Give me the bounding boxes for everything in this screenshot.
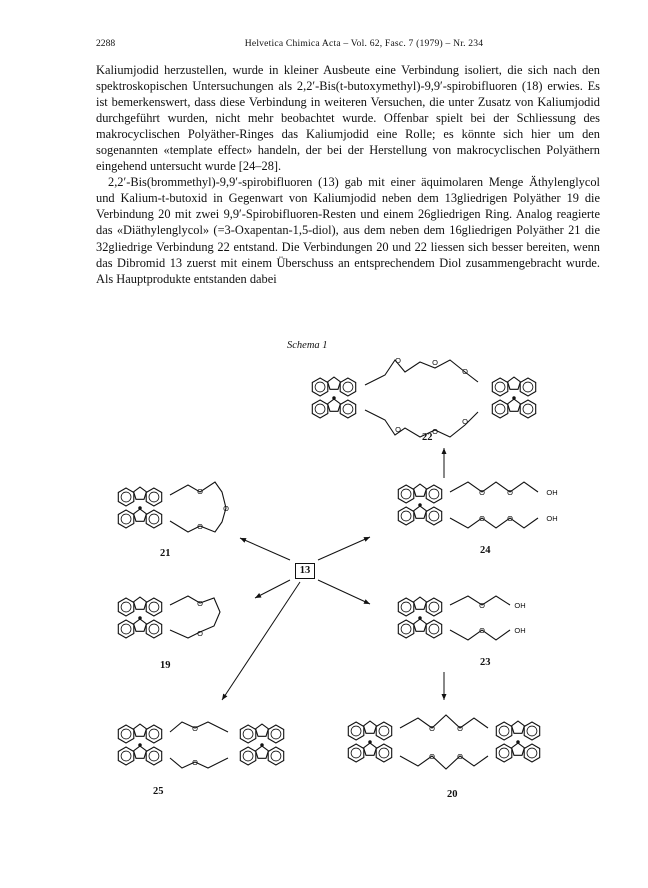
arrow-23-to-20-head bbox=[442, 694, 447, 700]
chain-20-top bbox=[400, 715, 488, 728]
spiro-20a-upper-ring-c bbox=[364, 721, 377, 733]
aromatic-circle bbox=[495, 382, 505, 392]
aromatic-circle bbox=[523, 404, 533, 414]
oxygen-22-1: O bbox=[395, 356, 401, 365]
spiro-19-lower-ring-c bbox=[134, 619, 147, 631]
spiro-21-upper-ring-c bbox=[134, 487, 147, 499]
spiro-23-lower-ring-b bbox=[426, 620, 442, 638]
oxygen-22-5: O bbox=[432, 427, 438, 436]
arrow-to-24 bbox=[318, 537, 370, 560]
aromatic-circle bbox=[401, 489, 411, 499]
aromatic-circle bbox=[401, 511, 411, 521]
oxygen-22-2: O bbox=[432, 358, 438, 367]
compound-label-21: 21 bbox=[160, 548, 171, 559]
oxygen-20-2: O bbox=[457, 724, 463, 733]
spiro-20a-spiro-center bbox=[369, 741, 371, 743]
spiro-23-spiro-center bbox=[419, 617, 421, 619]
oxygen-20-4: O bbox=[457, 752, 463, 761]
spiro-22a-upper-ring-a bbox=[312, 378, 328, 396]
oxygen-25-2: O bbox=[192, 758, 198, 767]
spiro-22a-spiro-center bbox=[333, 397, 335, 399]
spiro-21-upper-ring-a bbox=[118, 488, 134, 506]
arrow-to-25-head bbox=[222, 694, 227, 700]
oxygen-22-6: O bbox=[462, 417, 468, 426]
spiro-20b-upper-ring-c bbox=[512, 721, 525, 733]
oxygen-23-1: O bbox=[479, 601, 485, 610]
aromatic-circle bbox=[379, 748, 389, 758]
scheme-title: Schema 1 bbox=[287, 340, 328, 351]
aromatic-circle bbox=[121, 729, 131, 739]
spiro-24-upper-ring-c bbox=[414, 484, 427, 496]
spiro-20a-lower-ring-c bbox=[364, 743, 377, 755]
aromatic-circle bbox=[121, 751, 131, 761]
aromatic-circle bbox=[315, 382, 325, 392]
aromatic-circle bbox=[149, 492, 159, 502]
spiro-25a-upper-ring-a bbox=[118, 725, 134, 743]
spiro-22b-upper-ring-b bbox=[520, 378, 536, 396]
aromatic-circle bbox=[149, 624, 159, 634]
oxygen-19-2: O bbox=[197, 629, 203, 638]
spiro-23-upper-ring-b bbox=[426, 598, 442, 616]
compound-label-24: 24 bbox=[480, 545, 491, 556]
oxygen-23-2: O bbox=[479, 626, 485, 635]
spiro-22a-lower-ring-b bbox=[340, 400, 356, 418]
aromatic-circle bbox=[121, 624, 131, 634]
spiro-20a-lower-ring-b bbox=[376, 744, 392, 762]
aromatic-circle bbox=[523, 382, 533, 392]
oxygen-22-3: O bbox=[462, 367, 468, 376]
spiro-22a-upper-ring-c bbox=[328, 377, 341, 389]
spiro-19-upper-ring-c bbox=[134, 597, 147, 609]
spiro-22b-spiro-center bbox=[513, 397, 515, 399]
spiro-24-upper-ring-a bbox=[398, 485, 414, 503]
spiro-21-lower-ring-c bbox=[134, 509, 147, 521]
aromatic-circle bbox=[343, 404, 353, 414]
hydroxyl-23-2: OH bbox=[514, 626, 526, 635]
spiro-22a-lower-ring-c bbox=[328, 399, 341, 411]
aromatic-circle bbox=[149, 602, 159, 612]
aromatic-circle bbox=[271, 729, 281, 739]
aromatic-circle bbox=[429, 489, 439, 499]
spiro-25b-spiro-center bbox=[261, 744, 263, 746]
spiro-24-lower-ring-c bbox=[414, 506, 427, 518]
aromatic-circle bbox=[351, 726, 361, 736]
hydroxyl-24-1: OH bbox=[546, 488, 558, 497]
aromatic-circle bbox=[379, 726, 389, 736]
aromatic-circle bbox=[121, 492, 131, 502]
aromatic-circle bbox=[121, 602, 131, 612]
oxygen-24-1: O bbox=[479, 488, 485, 497]
spiro-20b-upper-ring-a bbox=[496, 722, 512, 740]
aromatic-circle bbox=[351, 748, 361, 758]
spiro-25b-upper-ring-b bbox=[268, 725, 284, 743]
spiro-22a-upper-ring-b bbox=[340, 378, 356, 396]
spiro-25a-upper-ring-b bbox=[146, 725, 162, 743]
aromatic-circle bbox=[149, 751, 159, 761]
aromatic-circle bbox=[149, 514, 159, 524]
aromatic-circle bbox=[499, 726, 509, 736]
spiro-25a-lower-ring-a bbox=[118, 747, 134, 765]
spiro-25b-lower-ring-b bbox=[268, 747, 284, 765]
oxygen-25-1: O bbox=[192, 724, 198, 733]
spiro-24-lower-ring-b bbox=[426, 507, 442, 525]
spiro-19-upper-ring-b bbox=[146, 598, 162, 616]
aromatic-circle bbox=[499, 748, 509, 758]
spiro-20b-spiro-center bbox=[517, 741, 519, 743]
spiro-21-lower-ring-b bbox=[146, 510, 162, 528]
chain-25-bottom bbox=[170, 758, 228, 768]
running-title: Helvetica Chimica Acta – Vol. 62, Fasc. 7 (1979) – Nr. 234 bbox=[244, 38, 484, 49]
spiro-21-lower-ring-a bbox=[118, 510, 134, 528]
compound-label-19: 19 bbox=[160, 660, 171, 671]
aromatic-circle bbox=[343, 382, 353, 392]
arrow-24-to-22-head bbox=[442, 448, 447, 454]
arrow-to-23 bbox=[318, 580, 370, 604]
spiro-24-lower-ring-a bbox=[398, 507, 414, 525]
page-number: 2288 bbox=[96, 38, 116, 49]
spiro-23-upper-ring-c bbox=[414, 597, 427, 609]
chain-19 bbox=[170, 596, 220, 638]
oxygen-21-1: O bbox=[197, 487, 203, 496]
aromatic-circle bbox=[149, 729, 159, 739]
spiro-23-lower-ring-c bbox=[414, 619, 427, 631]
aromatic-circle bbox=[243, 729, 253, 739]
spiro-22b-lower-ring-a bbox=[492, 400, 508, 418]
spiro-25b-upper-ring-c bbox=[256, 724, 269, 736]
aromatic-circle bbox=[121, 514, 131, 524]
spiro-22b-lower-ring-c bbox=[508, 399, 521, 411]
compound-label-22: 22 bbox=[422, 432, 433, 443]
spiro-25b-lower-ring-a bbox=[240, 747, 256, 765]
aromatic-circle bbox=[527, 748, 537, 758]
paragraph-1: Kaliumjodid herzustellen, wurde in kleiner Ausbeute eine Verbindung isoliert, die sich nach den spektroskopischen Untersuchungen als 2,2′-Bis(t-butoxymethyl)-9,9′-spirobifluoren (18) erwies. Es ist bemerkenswert, dass diese Verbindung in weiteren Versuchen, die unter Zusatz von Kaliumjodid durchgeführt wurden, nicht mehr beobachtet wurde. Offenbar spielt bei der Schliessung des makrocyclischen Polyäther-Ringes das Kaliumjodid eine Rolle; es könnte sich hier um den sogenannten «template effect» handeln, der bei der Herstellung von makrocyclischen Polyäthern eingehend untersucht wurde [24–28]. bbox=[96, 63, 600, 174]
spiro-20a-upper-ring-b bbox=[376, 722, 392, 740]
aromatic-circle bbox=[271, 751, 281, 761]
oxygen-24-4: O bbox=[507, 514, 513, 523]
chain-20-bottom bbox=[400, 756, 488, 769]
spiro-21-spiro-center bbox=[139, 507, 141, 509]
paragraph-2: 2,2′-Bis(brommethyl)-9,9′-spirobifluoren (13) gab mit einer äquimolaren Menge Äthylenglycol und Kalium-t-butoxid in Gegenwart von Kaliumjodid neben dem 13gliedrigen Polyäther 19 die Verbindung 20 mit zwei 9,9′-Spirobifluoren-Resten und einem 26gliedrigen Ring. Analog reagierte das «Diäthylenglycol» (=3-Oxapentan-1,5-diol), aus dem neben dem 16gliedrigen Polyäther 21 die 32gliedrige Verbindung 22 entstand. Die Verbindungen 20 und 22 liessen sich besser bereiten, wenn das Dibromid 13 zuerst mit einem Überschuss an entsprechendem Diol zusammengebracht wurde. Als Hauptprodukte entstanden dabei bbox=[96, 175, 600, 286]
compound-label-20: 20 bbox=[447, 789, 458, 800]
spiro-19-lower-ring-b bbox=[146, 620, 162, 638]
compound-label-25: 25 bbox=[153, 786, 164, 797]
oxygen-20-3: O bbox=[429, 752, 435, 761]
oxygen-21-3: O bbox=[197, 522, 203, 531]
spiro-20b-lower-ring-b bbox=[524, 744, 540, 762]
oxygen-24-2: O bbox=[507, 488, 513, 497]
spiro-25a-lower-ring-b bbox=[146, 747, 162, 765]
chain-25-top bbox=[170, 722, 228, 732]
spiro-25b-upper-ring-a bbox=[240, 725, 256, 743]
spiro-19-spiro-center bbox=[139, 617, 141, 619]
spiro-22b-upper-ring-c bbox=[508, 377, 521, 389]
aromatic-circle bbox=[243, 751, 253, 761]
spiro-20b-lower-ring-a bbox=[496, 744, 512, 762]
aromatic-circle bbox=[429, 624, 439, 634]
aromatic-circle bbox=[401, 602, 411, 612]
aromatic-circle bbox=[495, 404, 505, 414]
spiro-25a-upper-ring-c bbox=[134, 724, 147, 736]
oxygen-20-1: O bbox=[429, 724, 435, 733]
oxygen-19-1: O bbox=[197, 599, 203, 608]
aromatic-circle bbox=[429, 602, 439, 612]
chain-24-top bbox=[450, 482, 538, 492]
oxygen-21-2: O bbox=[223, 504, 229, 513]
spiro-20b-upper-ring-b bbox=[524, 722, 540, 740]
spiro-20b-lower-ring-c bbox=[512, 743, 525, 755]
aromatic-circle bbox=[527, 726, 537, 736]
spiro-20a-upper-ring-a bbox=[348, 722, 364, 740]
spiro-20a-lower-ring-a bbox=[348, 744, 364, 762]
spiro-19-upper-ring-a bbox=[118, 598, 134, 616]
compound-13-box: 13 bbox=[295, 563, 315, 579]
chain-22-top bbox=[365, 360, 478, 385]
oxygen-24-3: O bbox=[479, 514, 485, 523]
spiro-23-upper-ring-a bbox=[398, 598, 414, 616]
spiro-25a-lower-ring-c bbox=[134, 746, 147, 758]
aromatic-circle bbox=[401, 624, 411, 634]
arrow-to-25 bbox=[222, 582, 300, 700]
hydroxyl-23-1: OH bbox=[514, 601, 526, 610]
spiro-23-lower-ring-a bbox=[398, 620, 414, 638]
spiro-22b-lower-ring-b bbox=[520, 400, 536, 418]
spiro-21-upper-ring-b bbox=[146, 488, 162, 506]
aromatic-circle bbox=[429, 511, 439, 521]
spiro-24-spiro-center bbox=[419, 504, 421, 506]
arrow-to-21 bbox=[240, 538, 290, 560]
spiro-25a-spiro-center bbox=[139, 744, 141, 746]
oxygen-22-4: O bbox=[395, 425, 401, 434]
spiro-24-upper-ring-b bbox=[426, 485, 442, 503]
spiro-25b-lower-ring-c bbox=[256, 746, 269, 758]
spiro-19-lower-ring-a bbox=[118, 620, 134, 638]
chain-24-bottom bbox=[450, 518, 538, 528]
spiro-22a-lower-ring-a bbox=[312, 400, 328, 418]
hydroxyl-24-2: OH bbox=[546, 514, 558, 523]
aromatic-circle bbox=[315, 404, 325, 414]
spiro-22b-upper-ring-a bbox=[492, 378, 508, 396]
compound-label-23: 23 bbox=[480, 657, 491, 668]
